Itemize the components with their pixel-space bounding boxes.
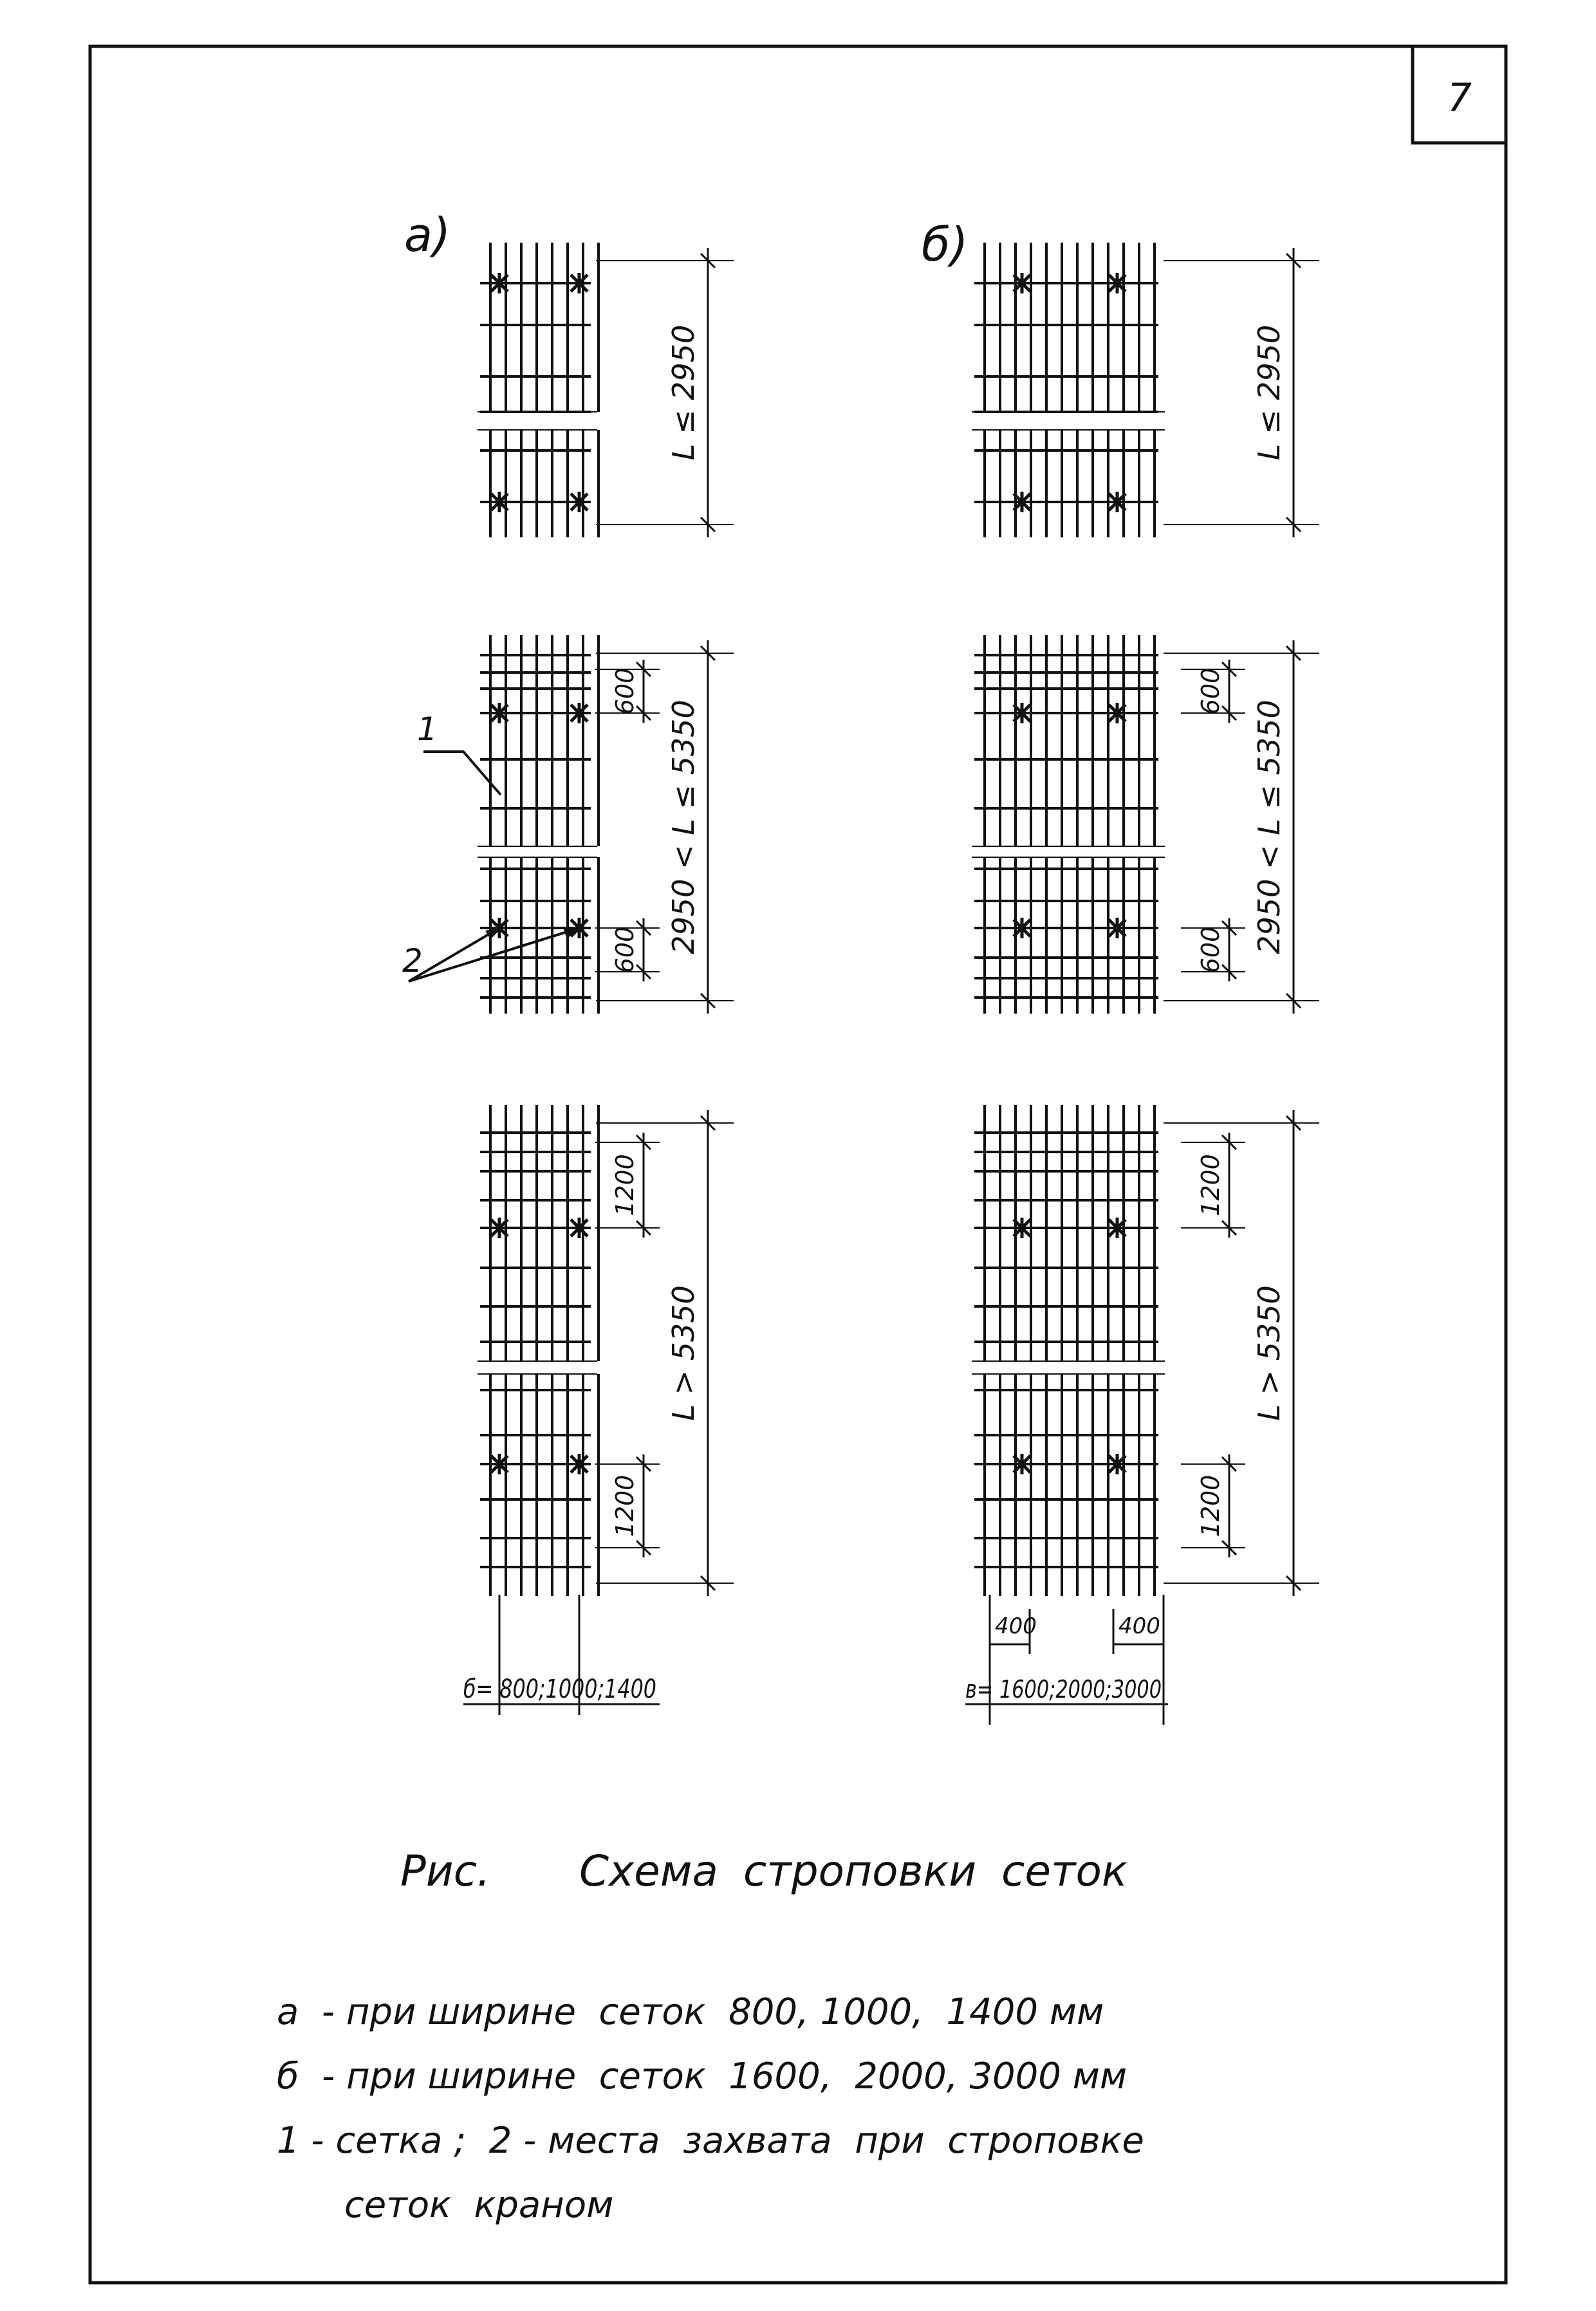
- offset-dimension-top: [595, 1133, 660, 1238]
- length-label-b-2: 2950 < L ≤ 5350: [1252, 700, 1286, 954]
- callout-grip-arrow-left: [485, 928, 499, 940]
- length-label-a-2: 2950 < L ≤ 5350: [666, 700, 701, 954]
- callout-grip-number: 2: [402, 942, 423, 979]
- width-label-b: в= 1600;2000;3000: [965, 1675, 1162, 1703]
- width-label-a: б= 800;1000;1400: [463, 1675, 656, 1704]
- mesh-scheme-a-1: [478, 243, 734, 537]
- offset-label-b-2-bottom: 600: [1196, 926, 1225, 974]
- legend-line-cont: сеток краном: [344, 2184, 614, 2226]
- legend-line-1-2: 1 - сетка ; 2 - места захвата при строповке: [277, 2120, 1144, 2162]
- mesh-scheme-b-2: [972, 635, 1319, 1014]
- caption-prefix: Рис.: [400, 1846, 490, 1896]
- offset-dimension-top: [595, 660, 660, 723]
- length-label-a-1: L ≤ 2950: [666, 324, 701, 461]
- length-label-b-3: L > 5350: [1252, 1285, 1286, 1421]
- mesh-scheme-b-3: [972, 1105, 1319, 1596]
- edge-label-b-left: 400: [995, 1613, 1037, 1639]
- page-number: 7: [1447, 75, 1472, 120]
- offset-dimension-top: [1181, 660, 1245, 723]
- offset-label-b-2-top: 600: [1196, 667, 1225, 715]
- offset-dimension-top: [1181, 1133, 1245, 1238]
- mesh-scheme-a-2: [478, 635, 734, 1014]
- callout-grip-arrow-right: [564, 928, 579, 939]
- legend-line-a: а - при ширине сеток 800, 1000, 1400 мм: [277, 1991, 1104, 2033]
- callout-grip-leader-right: [409, 928, 579, 981]
- mesh-scheme-b-1: [972, 243, 1319, 537]
- callout-mesh: [417, 710, 501, 795]
- offset-label-a-2-bottom: 600: [611, 926, 639, 974]
- caption-title: Схема строповки сеток: [579, 1846, 1127, 1896]
- edge-label-b-right: 400: [1118, 1613, 1160, 1639]
- offset-dimension-bottom: [1181, 918, 1245, 981]
- legend-line-b: б - при ширине сеток 1600, 2000, 3000 мм: [277, 2056, 1127, 2097]
- offset-label-b-3-top: 1200: [1196, 1154, 1225, 1216]
- panel-b-label: б): [922, 218, 969, 272]
- panel-a-label: а): [404, 208, 451, 262]
- mesh-schemes: [478, 243, 1319, 1596]
- offset-label-b-3-bottom: 1200: [1196, 1474, 1225, 1537]
- offset-label-a-2-top: 600: [611, 667, 639, 715]
- length-label-a-3: L > 5350: [666, 1285, 701, 1421]
- offset-dimension-bottom: [1181, 1454, 1245, 1557]
- mesh-scheme-a-3: [478, 1105, 734, 1596]
- width-dimension-a: [463, 1595, 660, 1715]
- length-label-b-1: L ≤ 2950: [1252, 324, 1286, 461]
- offset-dimension-bottom: [595, 918, 660, 981]
- callout-mesh-number: 1: [417, 710, 438, 748]
- offset-label-a-3-top: 1200: [611, 1154, 639, 1216]
- width-dimension-b: [965, 1595, 1168, 1725]
- offset-dimension-bottom: [595, 1454, 660, 1557]
- offset-label-a-3-bottom: 1200: [611, 1474, 639, 1537]
